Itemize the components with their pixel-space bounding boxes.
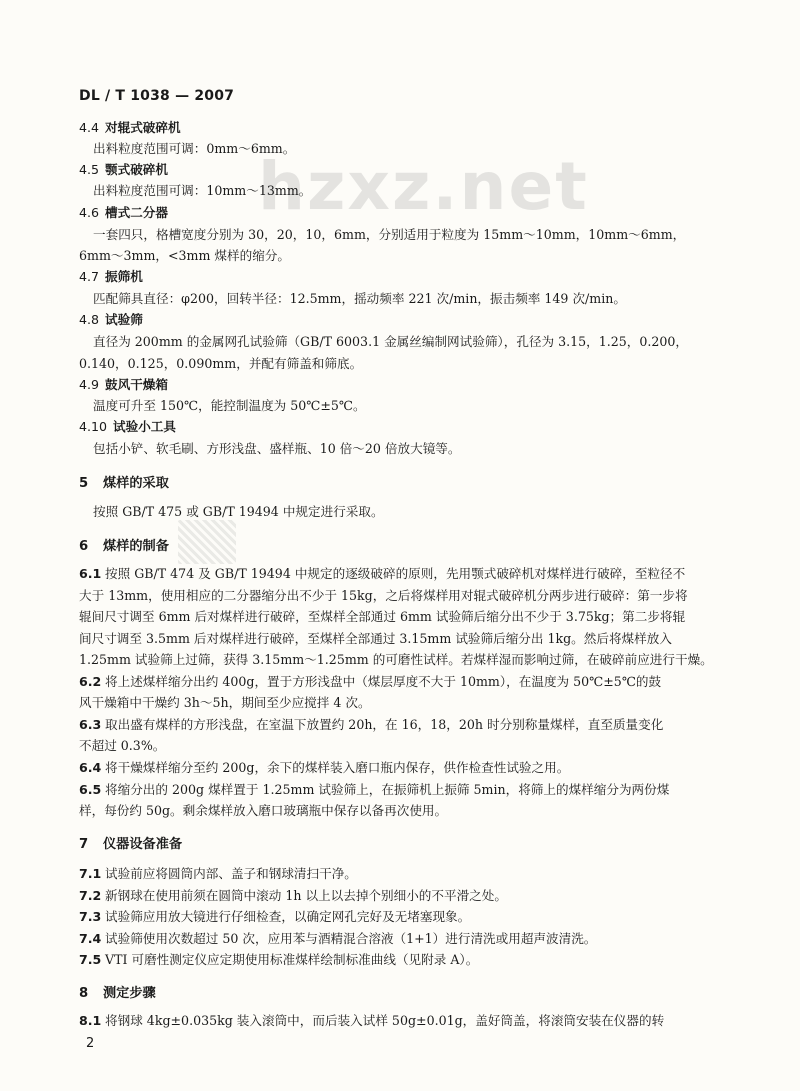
- item-text: 直径为 200mm 的金属网孔试验筛（GB/T 6003.1 金属丝编制网试验筛），孔径为 3.15，1.25，0.200，: [93, 334, 689, 349]
- section-heading-5: 5 煤样的采取: [79, 476, 169, 491]
- item-text: 包括小铲、软毛刷、方形浅盘、盛样瓶、10 倍～20 倍放大镜等。: [93, 441, 461, 456]
- list-item: 7.1 试验前应将圆筒内部、盖子和钢球清扫干净。: [79, 866, 357, 881]
- item-title: 4.4 对辊式破碎机: [79, 120, 181, 135]
- paragraph-line: 风干燥箱中干燥约 3h～5h，期间至少应搅拌 4 次。: [79, 695, 371, 710]
- list-item: 7.4 试验筛使用次数超过 50 次，应用苯与酒精混合溶液（1+1）进行清洗或用超声波清洗。: [79, 931, 597, 946]
- item-text: 温度可升至 150℃，能控制温度为 50℃±5℃。: [93, 398, 366, 413]
- section-5-text: 按照 GB/T 475 或 GB/T 19494 中规定进行采取。: [93, 504, 384, 519]
- standard-header: DL / T 1038 — 2007: [79, 88, 235, 104]
- section-heading-6: 6 煤样的制备: [79, 539, 169, 554]
- paragraph-line: 6.1 按照 GB/T 474 及 GB/T 19494 中规定的逐级破碎的原则，先用颚式破碎机对煤样进行破碎，至粒径不: [79, 566, 686, 581]
- list-item: 7.5 VTI 可磨性测定仪应定期使用标准煤样绘制标准曲线（见附录 A）。: [79, 952, 479, 967]
- paragraph-line: 6.2 将上述煤样缩分出约 400g，置于方形浅盘中（煤层厚度不大于 10mm），在温度为 50℃±5℃的鼓: [79, 674, 662, 689]
- item-title: 4.10 试验小工具: [79, 419, 176, 434]
- item-title: 4.5 颚式破碎机: [79, 162, 168, 177]
- section-heading-7: 7 仪器设备准备: [79, 837, 183, 852]
- item-title: 4.7 振筛机: [79, 269, 143, 284]
- paragraph-line: 6.3 取出盛有煤样的方形浅盘，在室温下放置约 20h，在 16，18，20h 时分别称量煤样，直至质量变化: [79, 717, 664, 732]
- faded-stamp: [178, 520, 236, 564]
- item-title: 4.8 试验筛: [79, 312, 143, 327]
- paragraph-line: 1.25mm 试验筛上过筛，获得 3.15mm～1.25mm 的可磨性试样。若煤样湿而影响过筛，在破碎前应进行干燥。: [79, 652, 713, 667]
- paragraph-line: 6.5 将缩分出的 200g 煤样置于 1.25mm 试验筛上，在振筛机上振筛 5min，将筛上的煤样缩分为两份煤: [79, 782, 670, 797]
- item-text: 出料粒度范围可调：10mm～13mm。: [93, 183, 312, 198]
- paragraph-line: 6.4 将干燥煤样缩分至约 200g，余下的煤样装入磨口瓶内保存，供作检查性试验之用。: [79, 760, 570, 775]
- paragraph-line: 不超过 0.3%。: [79, 738, 166, 753]
- watermark: hzxz.net: [258, 148, 589, 225]
- item-title: 4.6 槽式二分器: [79, 205, 168, 220]
- paragraph-line: 辊间尺寸调至 6mm 后对煤样进行破碎，至煤样全部通过 6mm 试验筛后缩分出不少于 3.75kg；第二步将辊: [79, 609, 686, 624]
- item-title: 4.9 鼓风干燥箱: [79, 377, 168, 392]
- paragraph-line: 大于 13mm，使用相应的二分器缩分出不少于 15kg，之后将煤样用对辊式破碎机分两步进行破碎：第一步将: [79, 588, 688, 603]
- section-heading-8: 8 测定步骤: [79, 986, 156, 1001]
- item-text: 6mm～3mm，<3mm 煤样的缩分。: [79, 248, 290, 263]
- list-item: 7.3 试验筛应用放大镜进行仔细检查，以确定网孔完好及无堵塞现象。: [79, 909, 471, 924]
- page-number: 2: [86, 1036, 95, 1051]
- paragraph-line: 8.1 将钢球 4kg±0.035kg 装入滚筒中，而后装入试样 50g±0.01g，盖好筒盖，将滚筒安装在仪器的转: [79, 1013, 665, 1028]
- paragraph-line: 间尺寸调至 3.5mm 后对煤样进行破碎，至煤样全部通过 3.15mm 试验筛后缩分出 1kg。然后将煤样放入: [79, 631, 672, 646]
- item-text: 一套四只，格槽宽度分别为 30，20，10，6mm，分别适用于粒度为 15mm～10mm，10mm～6mm，: [93, 227, 686, 242]
- item-text: 出料粒度范围可调：0mm～6mm。: [93, 141, 296, 156]
- paragraph-line: 样，每份约 50g。剩余煤样放入磨口玻璃瓶中保存以备再次使用。: [79, 803, 448, 818]
- item-text: 匹配筛具直径：φ200，回转半径：12.5mm，摇动频率 221 次/min，振击频率 149 次/min。: [93, 291, 626, 306]
- list-item: 7.2 新钢球在使用前须在圆筒中滚动 1h 以上以去掉个别细小的不平滑之处。: [79, 888, 507, 903]
- item-text: 0.140，0.125，0.090mm，并配有筛盖和筛底。: [79, 356, 363, 371]
